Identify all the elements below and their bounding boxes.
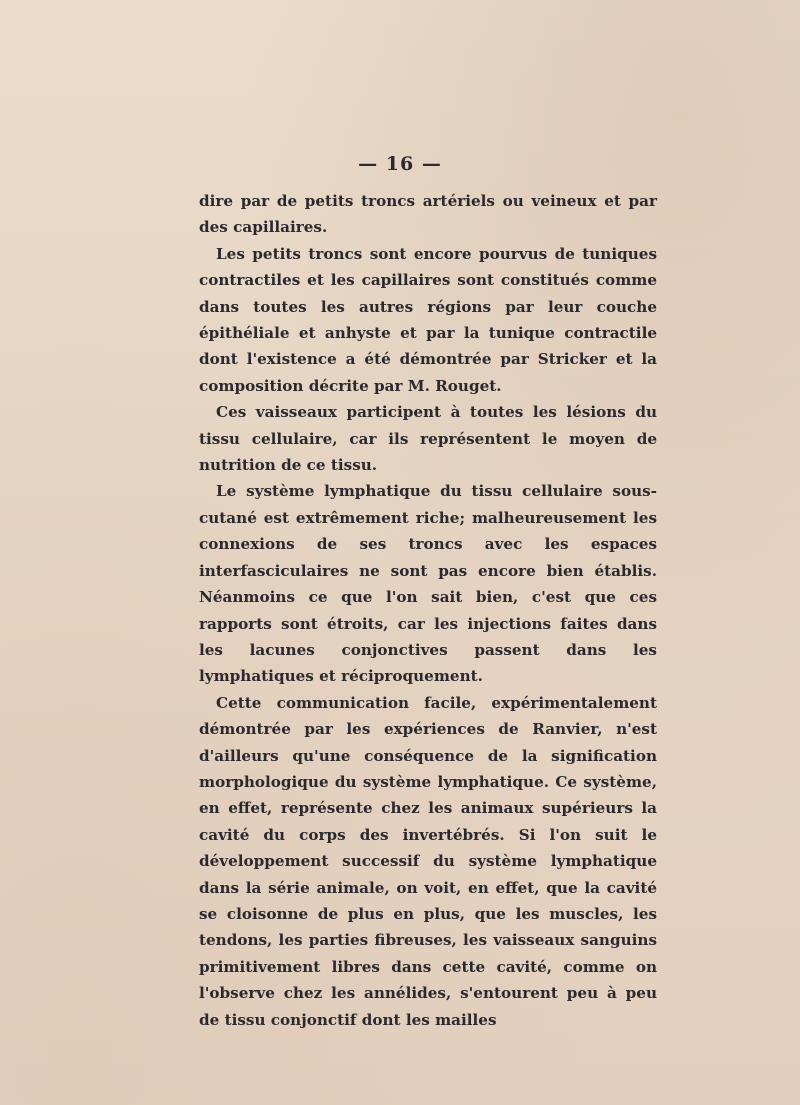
- paragraph: Cette communication facile, expérimentalement démontrée par les expériences de Ranvier, n'est d'ailleurs qu'une conséquence de la signification morphologique du système lymphatique. Ce système, en effet, représente chez les animaux supérieurs la cavité du corps des invertébrés. Si l'on suit le développement successif du système lymphatique dans la série animale, on voit, en effet, que la cavité se cloisonne de plus en plus, que les muscles, les tendons, les parties fibreuses, les vaisseaux sanguins primitivement libres dans cette cavité, comme on l'observe chez les annélides, s'entourent peu à peu de tissu conjonctif dont les mailles: [199, 693, 657, 1029]
- paragraph: Le système lymphatique du tissu cellulaire sous-cutané est extrêmement riche; malheureusement les connexions de ses troncs avec les espaces interfasciculaires ne sont pas encore bien établis. Néanmoins ce que l'on sait bien, c'est que ces rapports sont étroits, car les injections faites dans les lacunes conjonctives passent dans les lymphatiques et réciproquement.: [199, 482, 657, 686]
- paragraph: Ces vaisseaux participent à toutes les lésions du tissu cellulaire, car ils représentent le moyen de nutrition de ce tissu.: [199, 403, 657, 475]
- paragraph: Les petits troncs sont encore pourvus de tuniques contractiles et les capillaires sont constitués comme dans toutes les autres régions par leur couche épithéliale et anhyste et par la tunique contractile dont l'existence a été démontrée par Stricker et la composition décrite par M. Rouget.: [199, 244, 657, 395]
- paragraph-continuation: dire par de petits troncs artériels ou veineux et par des capillaires.: [199, 192, 657, 237]
- page-number: — 16 —: [358, 153, 442, 175]
- body-text: [199, 188, 657, 1033]
